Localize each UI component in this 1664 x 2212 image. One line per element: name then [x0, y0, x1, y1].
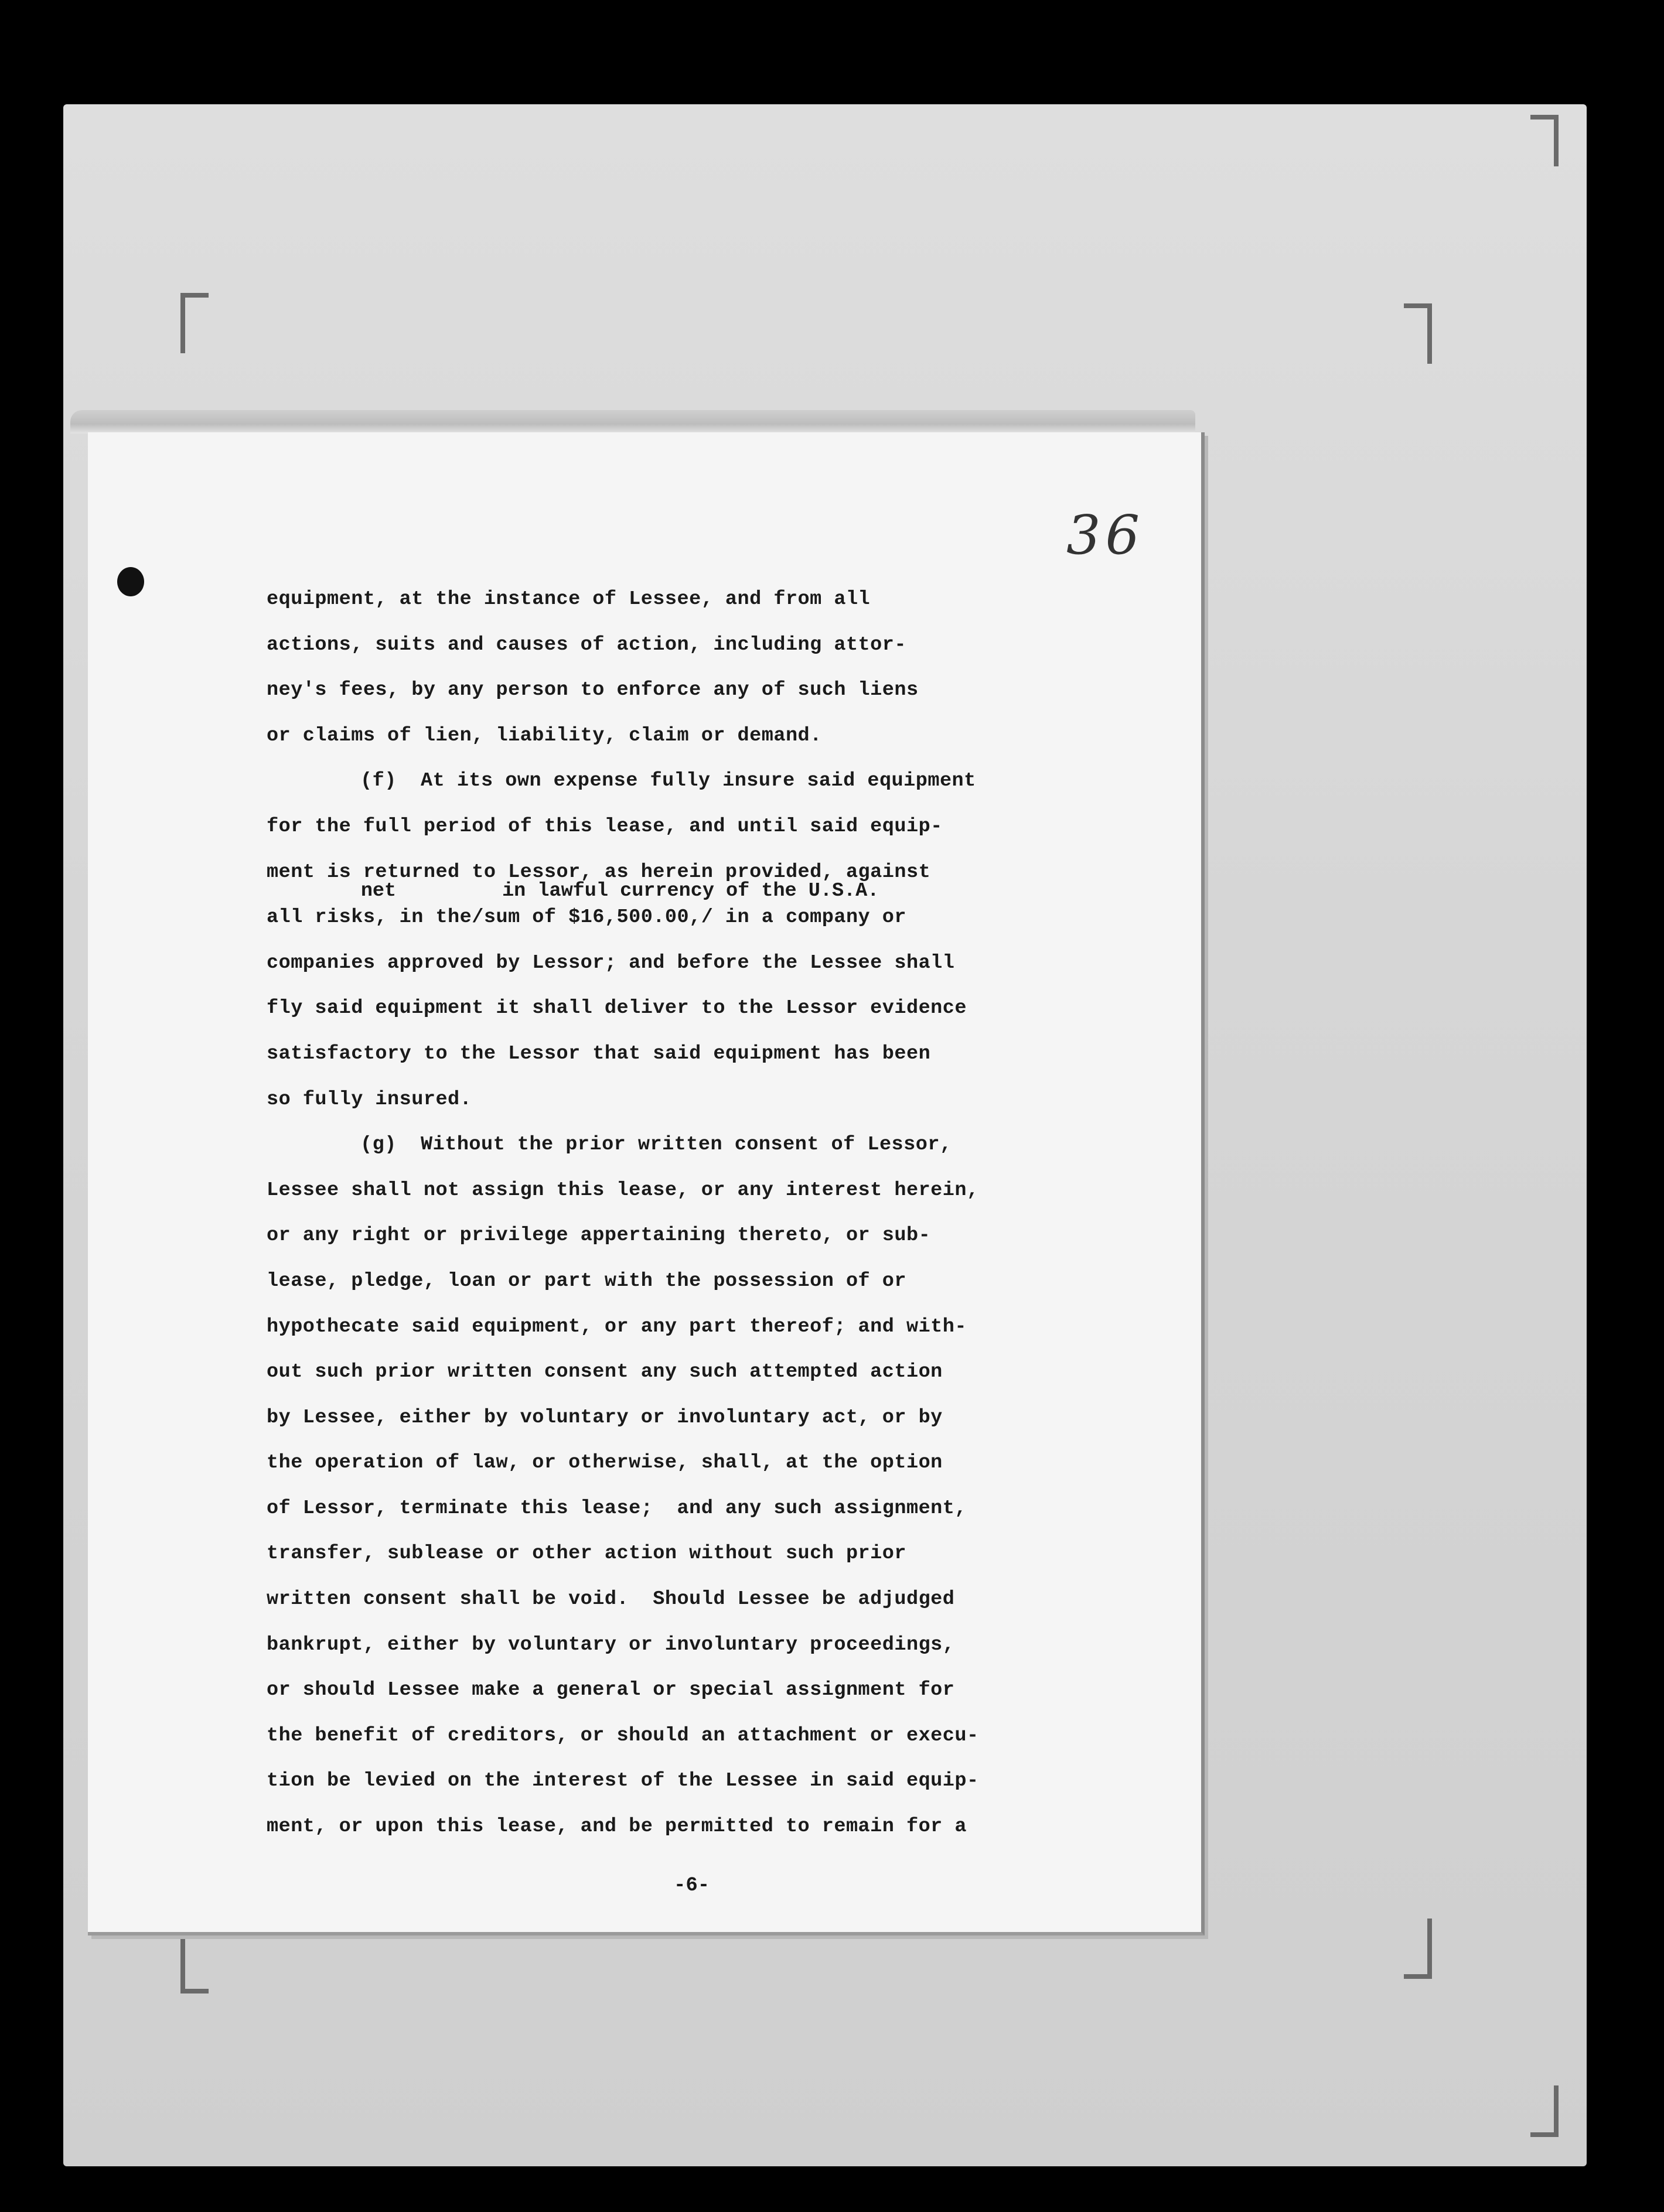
page-number: -6-	[674, 1875, 710, 1897]
body-line: ment, or upon this lease, and be permitted to remain for a	[267, 1815, 967, 1838]
body-line: by Lessee, either by voluntary or involuntary act, or by	[267, 1406, 943, 1429]
body-line: or claims of lien, liability, claim or demand.	[267, 724, 822, 747]
body-line: out such prior written consent any such attempted action	[267, 1361, 943, 1384]
crop-mark-top-right	[1404, 303, 1432, 364]
body-line: companies approved by Lessor; and before the Lessee shall	[267, 951, 955, 974]
body-line: equipment, at the instance of Lessee, and from all	[267, 588, 871, 610]
body-line: tion be levied on the interest of the Lessee in said equip-	[267, 1770, 979, 1793]
body-line: the operation of law, or otherwise, shall, at the option	[267, 1452, 943, 1474]
body-line: written consent shall be void. Should Lessee be adjudged	[267, 1588, 955, 1611]
crop-mark-top-left	[180, 293, 209, 353]
body-line: actions, suits and causes of action, including attor-	[267, 633, 906, 656]
body-line: or should Lessee make a general or special assignment for	[267, 1679, 955, 1702]
body-line: (f) At its own expense fully insure said equipment	[360, 770, 976, 793]
crop-mark-outer-top-right	[1530, 115, 1559, 166]
crop-mark-outer-bottom-right	[1530, 2085, 1559, 2137]
body-line: so fully insured.	[267, 1088, 472, 1111]
body-line: of Lessor, terminate this lease; and any such assignment,	[267, 1497, 967, 1520]
body-line: Lessee shall not assign this lease, or any interest herein,	[267, 1179, 979, 1201]
punch-hole	[117, 567, 144, 596]
body-line: hypothecate said equipment, or any part thereof; and with-	[267, 1315, 967, 1338]
document-body	[267, 577, 1099, 1850]
body-line: all risks, in the/sum of $16,500.00,/ in a company or	[267, 906, 906, 929]
body-line: satisfactory to the Lessor that said equipment has been	[267, 1042, 931, 1065]
body-line: ney's fees, by any person to enforce any of such liens	[267, 679, 919, 702]
body-line: transfer, sublease or other action without such prior	[267, 1542, 906, 1565]
typed-insertion-line: net in lawful currency of the U.S.A.	[267, 880, 879, 902]
handwritten-page-reference: 36	[1066, 504, 1145, 566]
body-line: fly said equipment it shall deliver to the Lessor evidence	[267, 997, 967, 1020]
page-edge-shadow	[70, 410, 1195, 433]
body-line: for the full period of this lease, and until said equip-	[267, 815, 943, 838]
crop-mark-bottom-left	[180, 1933, 209, 1993]
crop-mark-bottom-right	[1404, 1919, 1432, 1979]
body-line: the benefit of creditors, or should an attachment or execu-	[267, 1724, 979, 1747]
body-line: or any right or privilege appertaining thereto, or sub-	[267, 1224, 931, 1247]
body-line: bankrupt, either by voluntary or involuntary proceedings,	[267, 1633, 955, 1656]
body-line: ment is returned to Lessor, as herein provided, against	[267, 861, 931, 883]
body-line: lease, pledge, loan or part with the possession of or	[267, 1269, 906, 1292]
body-line: (g) Without the prior written consent of Lessor,	[360, 1134, 952, 1156]
